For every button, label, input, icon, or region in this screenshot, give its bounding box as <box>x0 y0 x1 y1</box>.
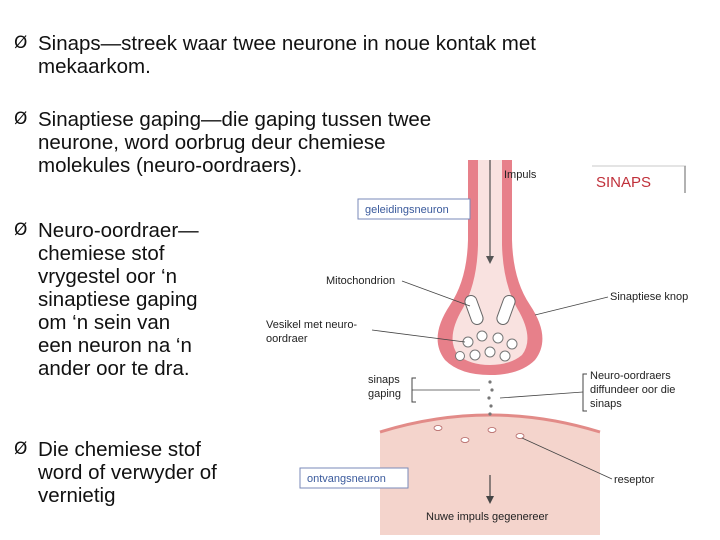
impuls-label: Impuls <box>504 169 537 181</box>
bullet-3 <box>14 219 239 380</box>
diffundeer-label-3: sinaps <box>590 398 622 410</box>
bullet-text: Neuro-oordraer— chemiese stof vrygestel oor ‘n sinaptiese gaping om ‘n sein van een neuron na ‘n ander oor te dra. <box>38 219 199 380</box>
vesikel-label-1: Vesikel met neuro- <box>266 319 358 331</box>
mitochondrion-label: Mitochondrion <box>326 275 396 287</box>
synapse-diagram <box>260 160 700 535</box>
arrow-bullet-icon: Ø <box>14 33 28 53</box>
bullet-text: Die chemiese stof word of verwyder of vernietig <box>38 438 217 507</box>
diffundeer-label-1: Neuro-oordraers <box>590 370 671 382</box>
sinaps-gaping-label-1: sinaps <box>368 374 400 386</box>
bullet-text: Sinaptiese gaping—die gaping tussen twee neurone, word oorbrug deur chemiese molekules (neuro-oordraers). <box>38 108 432 177</box>
geleidingsneuron-label: geleidingsneuron <box>365 204 449 216</box>
diffundeer-label-2: diffundeer oor die <box>590 384 676 396</box>
vesikel-label-2: oordraer <box>266 333 308 345</box>
arrow-bullet-icon: Ø <box>14 439 28 459</box>
bullet-1 <box>14 32 694 78</box>
reseptor-label: reseptor <box>614 474 655 486</box>
ontvangsneuron-label: ontvangsneuron <box>307 473 386 485</box>
arrow-bullet-icon: Ø <box>14 109 28 129</box>
arrow-bullet-icon: Ø <box>14 220 28 240</box>
bullet-4 <box>14 438 254 507</box>
sinaps-title-frame <box>592 166 686 193</box>
diffusing-neurotransmitters <box>487 380 493 415</box>
sinaps-title: SINAPS <box>596 174 652 191</box>
sinaps-gaping-label-2: gaping <box>368 388 402 400</box>
nuwe-impuls-label: Nuwe impuls gegenereer <box>426 511 549 523</box>
sinaptiese-knop-label: Sinaptiese knop <box>610 291 689 303</box>
bullet-text: Sinaps—streek waar twee neurone in noue kontak met mekaarkom. <box>38 32 536 78</box>
